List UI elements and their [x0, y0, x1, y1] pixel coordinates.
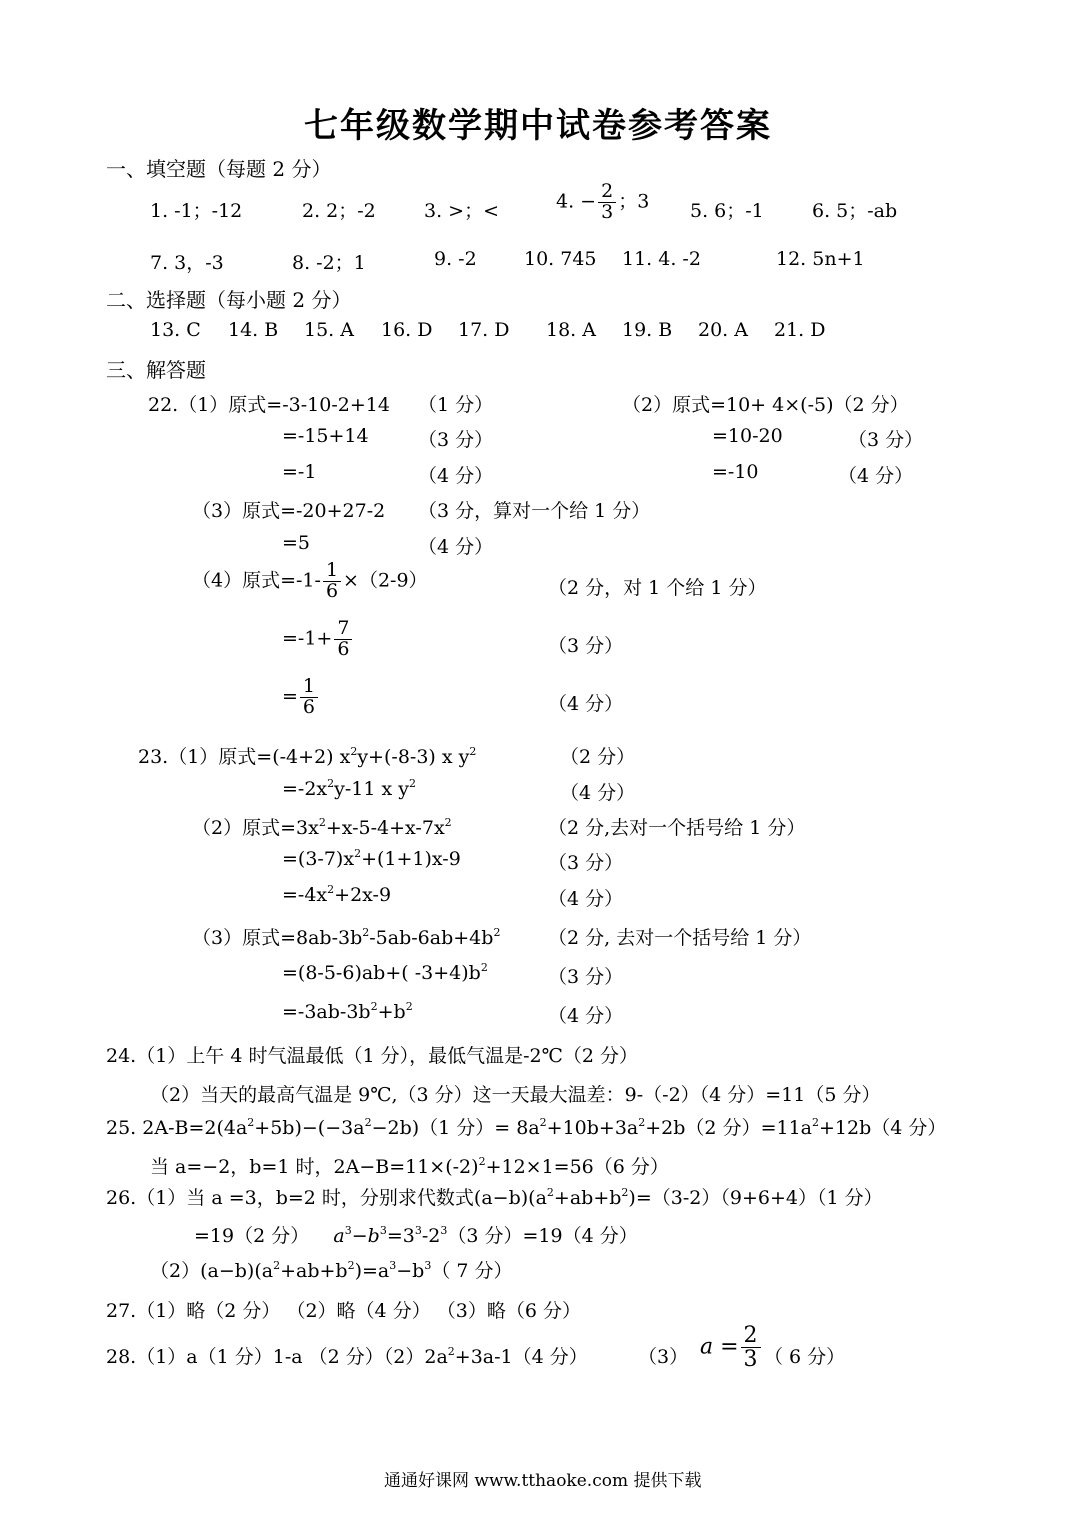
text: +12×1=56（6 分） [485, 1156, 669, 1178]
q22-part1-line3: =-1 [282, 461, 317, 483]
q23-part2-line1: （2）原式$=3x^2+x-5-4+x-7x^2$ [192, 816, 452, 839]
answer-5: 5. 6；-1 [690, 200, 764, 222]
text: +12b（4 分） [819, 1117, 947, 1139]
q23-part3-score1: （2 分, 去对一个括号给 1 分） [548, 927, 812, 949]
q23-part1-line1: 23.（1）原式=(-4+2) $x^2y+(-8-3)$ x $y^2$ [138, 745, 477, 768]
fraction-denominator: 3 [743, 1347, 758, 1373]
choice-answer: 19. B [622, 319, 673, 341]
fraction [300, 677, 318, 718]
text: （2）(a−b)(a [150, 1260, 274, 1282]
answer-12: 12. 5n+1 [776, 248, 865, 270]
text: 25. 2A-B=2(4a [106, 1117, 248, 1139]
q22-part1-score1: （1 分） [418, 394, 494, 416]
q23-part3-line3: $=-3ab-3b^2+b^2$ [282, 1000, 413, 1023]
text: )=（3-2）（9+6+4）（1 分） [628, 1187, 883, 1209]
q23-part2-line2: $=(3-7)x^2+(1+1)x-9$ [282, 847, 461, 870]
text: +x-5-4+x-7x [325, 817, 445, 839]
answer-9: 9. -2 [434, 248, 477, 270]
q23-part1-score2: （4 分） [560, 782, 636, 804]
answer-2: 2. 2；-2 [302, 200, 376, 222]
section-heading-fill-blank: 一、填空题（每题 2 分） [106, 157, 332, 181]
section-heading-solution: 三、解答题 [106, 358, 206, 382]
footer-text: 通通好课网 www.tthaoke.com 提供下载 [384, 1471, 702, 1491]
fraction [323, 561, 341, 602]
q28-part3-label: （3） [638, 1346, 689, 1368]
q25-line2: 当 a=−2，b=1 时，$2A-B=11\times(-2)^2+12\times 1=56(6$ 分） [150, 1155, 669, 1178]
text: 23.（1）原式=(-4+2) x [138, 746, 351, 768]
text: =-3ab-3b [282, 1001, 371, 1023]
q23-part3-line1: （3）原式$=8ab-3b^2-5ab-6ab+4b^2$ [192, 926, 501, 949]
text: （2）原式=3x [192, 817, 319, 839]
text: −2b)（1 分）= 8a [371, 1117, 540, 1139]
fraction-numerator: 1 [323, 561, 341, 582]
q22-part4-line1 [192, 561, 428, 602]
choice-answer: 18. A [546, 319, 596, 341]
choice-answer: 13. C [150, 319, 201, 341]
q23-part3-score2: （3 分） [548, 966, 624, 988]
q22-part4-line3 [282, 677, 320, 718]
text: −b [396, 1260, 425, 1282]
text: （3 分）=19（4 分） [447, 1225, 638, 1247]
q28-part3-answer [700, 1324, 763, 1371]
q23-part1-score1: （2 分） [560, 746, 636, 768]
q22-part3-score2: （4 分） [418, 536, 494, 558]
text: a [333, 1225, 345, 1247]
text: =-4x [282, 884, 328, 906]
section-heading-choice: 二、选择题（每小题 2 分） [106, 288, 352, 312]
text: +ab+b [553, 1187, 622, 1209]
text: +2x-9 [334, 884, 392, 906]
q22-part2-score3: （4 分） [838, 465, 914, 487]
text: y+(-8-3) x y [357, 746, 470, 768]
q22-part2-line1: （2）原式=10+ 4×(-5)（2 分） [622, 394, 909, 416]
fraction [334, 619, 352, 660]
choice-answer: 20. A [698, 319, 748, 341]
q22-part1-line1: 22.（1）原式=-3-10-2+14 [148, 394, 390, 416]
text: 28.（1）a（1 分）1-a （2 分）（2）2a [106, 1346, 448, 1368]
q26-line2: =19（2 分） $a^3-b^3=3^3-2^3(3$ 分）=19（4 分） [194, 1224, 638, 1247]
q27-line1: 27.（1）略（2 分） （2）略（4 分） （3）略（6 分） [106, 1300, 581, 1322]
q23-part2-score1: （2 分,去对一个括号给 1 分） [548, 817, 806, 839]
answer-4-prefix: 4. − [556, 190, 597, 213]
answer-4 [556, 182, 649, 223]
choice-answer: 14. B [228, 319, 279, 341]
text: +10b+3a [546, 1117, 639, 1139]
answer-8: 8. -2；1 [292, 252, 366, 274]
text: -2 [421, 1225, 441, 1247]
q26-line1: 26.（1）当 a =3，b=2 时，分别求代数式$(a-b)(a^2+ab+b^2)=(3-2)(9+6+4)(1$ 分） [106, 1186, 883, 1209]
q24-line2: （2）当天的最高气温是 9℃,（3 分）这一天最大温差：9-（-2）（4 分）=11（5 分） [150, 1084, 881, 1106]
q22-part1-score2: （3 分） [418, 429, 494, 451]
answer-6: 6. 5；-ab [812, 200, 898, 222]
text: )=a [354, 1260, 390, 1282]
fraction-numerator: 7 [334, 619, 352, 640]
q23-part2-score3: （4 分） [548, 888, 624, 910]
answer-10: 10. 745 [524, 248, 597, 270]
text: +5b)−(−3a [254, 1117, 365, 1139]
q22-part3-score1: （3 分，算对一个给 1 分） [418, 500, 651, 522]
page-title: 七年级数学期中试卷参考答案 [304, 106, 772, 146]
text: （ 7 分） [431, 1260, 513, 1282]
choice-answer: 17. D [458, 319, 510, 341]
text: =(8-5-6)ab+( -3+4)b [282, 962, 481, 984]
text: =(3-7)x [282, 848, 355, 870]
fraction [598, 182, 616, 223]
text: +(1+1)x-9 [361, 848, 461, 870]
fraction-denominator: 6 [302, 695, 316, 718]
q22-part2-score2: （3 分） [848, 429, 924, 451]
q22-part4-score3: （4 分） [548, 693, 624, 715]
q25-line1: 25. $2A-B=2(4a^2+5b)-(-3a^2-2b)(1$ 分）= $8a^2+10b+3a^2+2b(2$ 分）$=11a^2+12b(4$ 分） [106, 1116, 947, 1139]
text: a = [700, 1334, 739, 1360]
text: -5ab-6ab+4b [369, 927, 494, 949]
text: 当 a=−2，b=1 时，2A−B=11×(-2) [150, 1156, 479, 1178]
text: +b [377, 1001, 406, 1023]
text: ×（2-9） [343, 569, 428, 592]
q22-part4-score1: （2 分，对 1 个给 1 分） [548, 577, 767, 599]
q22-part3-line2: =5 [282, 532, 311, 554]
answer-7: 7. 3，-3 [150, 252, 224, 274]
q22-part3-line1: （3）原式=-20+27-2 [192, 500, 386, 522]
text: =-1+ [282, 627, 333, 650]
text: y-11 x y [334, 778, 410, 800]
answer-3: 3. >；< [424, 200, 500, 222]
fraction-numerator: 2 [598, 182, 616, 203]
fraction-denominator: 6 [337, 637, 350, 660]
text: −b [351, 1225, 380, 1247]
q22-part4-line2 [282, 619, 354, 660]
q22-part2-line2: =10-20 [712, 425, 783, 447]
q23-part2-score2: （3 分） [548, 852, 624, 874]
q23-part1-line2: $=-2x^2y-11$ x $y^2$ [282, 777, 417, 800]
text: +2b（2 分）=11a [645, 1117, 812, 1139]
q26-line3: $(2)(a-b)(a^2+ab+b^2)=a^3-b^3$（ 7 分） [150, 1259, 513, 1282]
text: （3）原式=8ab-3b [192, 927, 363, 949]
text: +ab+b [280, 1260, 348, 1282]
answer-11: 11. 4. -2 [622, 248, 701, 270]
q23-part3-line2: =(8-5-6)ab+( $-3+4)b^2$ [282, 961, 488, 984]
answer-1: 1. -1；-12 [150, 200, 243, 222]
q28-line1: 28.（1）a（1 分）1-a （2 分）$(2)2a^2+3a-1(4$ 分） [106, 1345, 588, 1368]
text: （4）原式=-1- [192, 569, 321, 592]
q23-part3-score3: （4 分） [548, 1005, 624, 1027]
text: =-2x [282, 778, 328, 800]
text: =3 [386, 1225, 415, 1247]
fraction-denominator: 3 [601, 200, 614, 223]
text: =19（2 分） [194, 1225, 310, 1247]
fraction-numerator: 2 [741, 1324, 761, 1348]
choice-answer: 15. A [304, 319, 354, 341]
q28-part3-score: （ 6 分） [764, 1346, 846, 1368]
text: +3a-1（4 分） [454, 1346, 588, 1368]
answer-4-suffix: ；3 [618, 190, 650, 213]
q22-part2-line3: =-10 [712, 461, 759, 483]
q23-part2-line3: $=-4x^2+2x-9$ [282, 883, 392, 906]
q22-part1-score3: （4 分） [418, 465, 494, 487]
text: 26.（1）当 a =3，b=2 时，分别求代数式(a−b)(a [106, 1187, 547, 1209]
q24-line1: 24.（1）上午 4 时气温最低（1 分），最低气温是-2℃（2 分） [106, 1045, 638, 1067]
q22-part4-score2: （3 分） [548, 635, 624, 657]
text: = [282, 685, 298, 708]
q22-part1-line2: =-15+14 [282, 425, 369, 447]
choice-answer: 21. D [774, 319, 826, 341]
fraction [741, 1324, 761, 1371]
fraction-numerator: 1 [300, 677, 318, 698]
fraction-denominator: 6 [325, 579, 339, 602]
choice-answer: 16. D [381, 319, 433, 341]
